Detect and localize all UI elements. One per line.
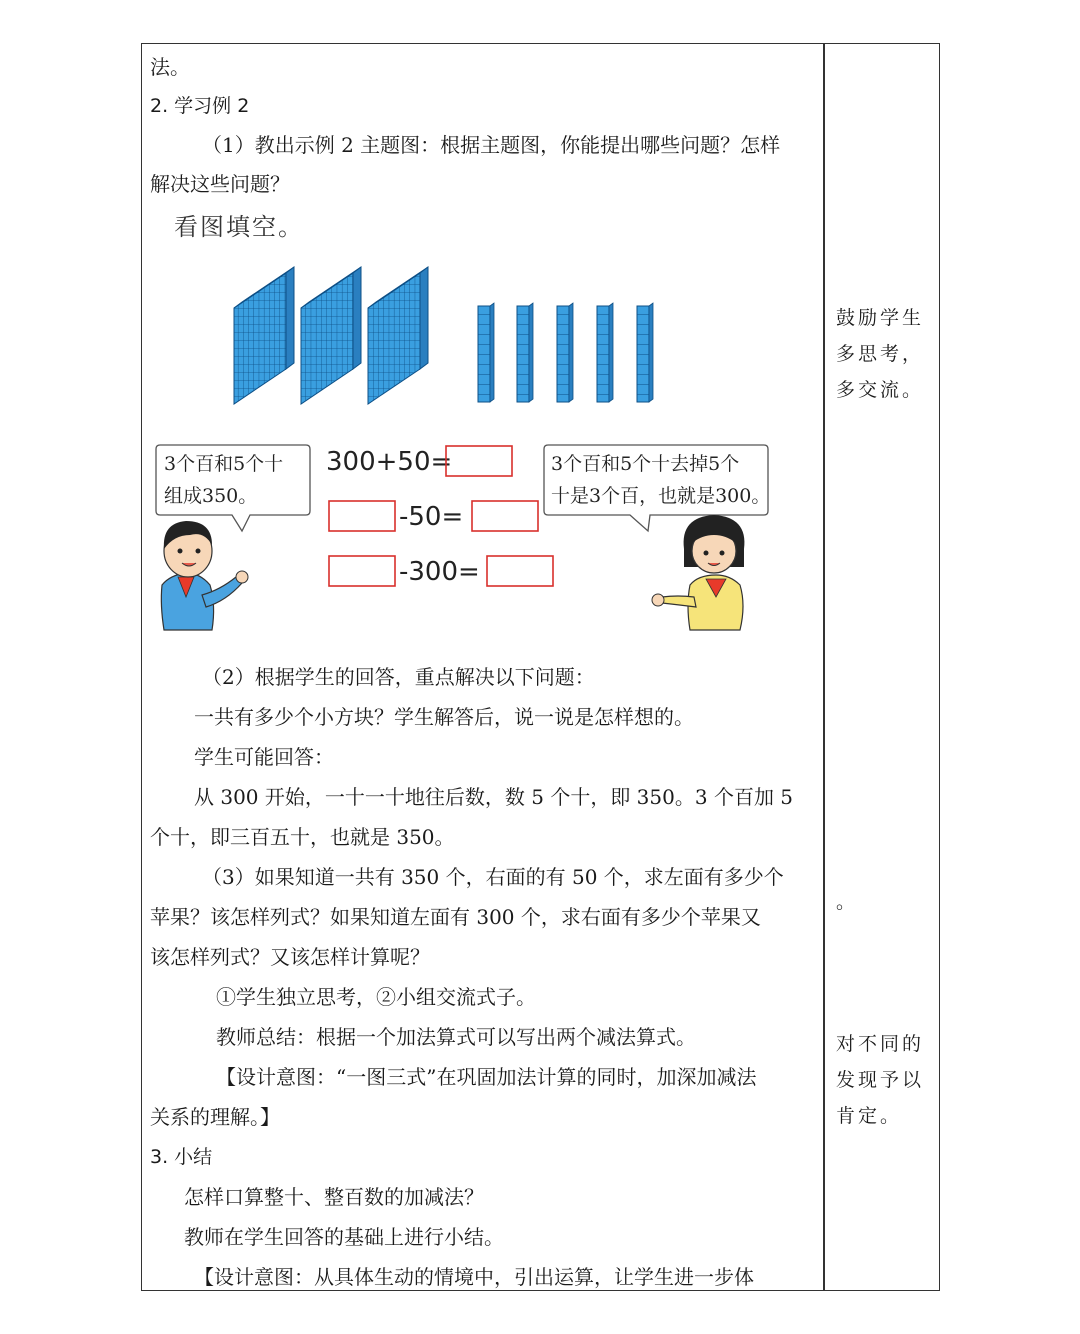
side-note-line: 对不同的 [836, 1033, 925, 1055]
ten-rod [478, 303, 494, 402]
ten-rod [597, 303, 613, 402]
side-note-line: 多交流。 [836, 379, 925, 401]
answer-box[interactable] [446, 446, 512, 476]
side-note-encourage [836, 300, 932, 408]
text-line: （2）根据学生的回答，重点解决以下问题： [202, 665, 595, 689]
bubble-left-line: 3个百和5个十 [164, 453, 284, 475]
text-line: 该怎样列式？又该怎样计算呢？ [150, 945, 430, 969]
girl-illustration [652, 515, 744, 630]
text-line: 教师总结：根据一个加法算式可以写出两个减法算式。 [216, 1025, 696, 1049]
equation-text: -300= [399, 557, 480, 587]
ten-rod [637, 303, 653, 402]
equation-1 [326, 446, 512, 477]
ten-rod [557, 303, 573, 402]
ten-rod [517, 303, 533, 402]
ten-rods [478, 303, 653, 402]
boy-illustration [161, 521, 248, 630]
design-intent: 【设计意图：“一图三式”在巩固加法计算的同时，加深加减法 [216, 1065, 757, 1089]
side-note-line: 多思考， [836, 343, 925, 365]
design-intent: 【设计意图：从具体生动的情境中，引出运算，让学生进一步体 [194, 1265, 754, 1289]
text-line: 个十，即三百五十，也就是 350。 [150, 825, 455, 849]
text-line: （3）如果知道一共有 350 个，右面的有 50 个，求左面有多少个 [202, 865, 784, 889]
text-line: 怎样口算整十、整百数的加减法？ [184, 1185, 484, 1209]
example-figure [150, 205, 818, 643]
speech-bubble-left [156, 445, 310, 531]
column-divider [823, 43, 825, 1291]
figure-svg [150, 205, 818, 643]
answer-box[interactable] [329, 556, 395, 586]
text-line: 关系的理解。】 [150, 1105, 280, 1129]
side-note-line: 发现予以 [836, 1069, 925, 1091]
equation-text: 300+50= [326, 447, 453, 477]
section-heading: 2. 学习例 2 [150, 95, 250, 117]
text-line: ①学生独立思考，②小组交流式子。 [216, 985, 536, 1009]
text-line: 一共有多少个小方块？学生解答后，说一说是怎样想的。 [194, 705, 694, 729]
text-line: 学生可能回答： [194, 745, 334, 769]
text-line: 法。 [150, 55, 190, 79]
text-line: 从 300 开始，一十一十地往后数，数 5 个十，即 350。3 个百加 5 [194, 785, 794, 809]
equation-text: -50= [399, 502, 464, 532]
text-line: 教师在学生回答的基础上进行小结。 [184, 1225, 504, 1249]
side-note-affirm [836, 1026, 932, 1134]
hundred-block [368, 267, 428, 404]
answer-box[interactable] [487, 556, 553, 586]
text-line: 苹果？该怎样列式？如果知道左面有 300 个，求右面有多少个苹果又 [150, 905, 761, 929]
equation-2 [329, 501, 538, 532]
side-note-line: 鼓励学生 [836, 307, 925, 329]
answer-box[interactable] [472, 501, 538, 531]
bubble-right-line: 3个百和5个十去掉5个 [551, 453, 740, 475]
bubble-right-line: 十是3个百，也就是300。 [551, 485, 771, 507]
text-line: 解决这些问题？ [150, 172, 290, 196]
side-note-mark: 。 [836, 891, 859, 913]
figure-title: 看图填空。 [174, 213, 304, 241]
text-line: （1）教出示例 2 主题图：根据主题图，你能提出哪些问题？怎样 [202, 133, 781, 157]
hundred-block [301, 267, 361, 404]
bubble-left-line: 组成350。 [164, 485, 258, 507]
side-note-line: 肯定。 [836, 1105, 903, 1127]
hundred-block [234, 267, 294, 404]
speech-bubble-right [544, 445, 770, 531]
section-heading: 3. 小结 [150, 1146, 213, 1168]
answer-box[interactable] [329, 501, 395, 531]
equation-3 [329, 556, 553, 587]
